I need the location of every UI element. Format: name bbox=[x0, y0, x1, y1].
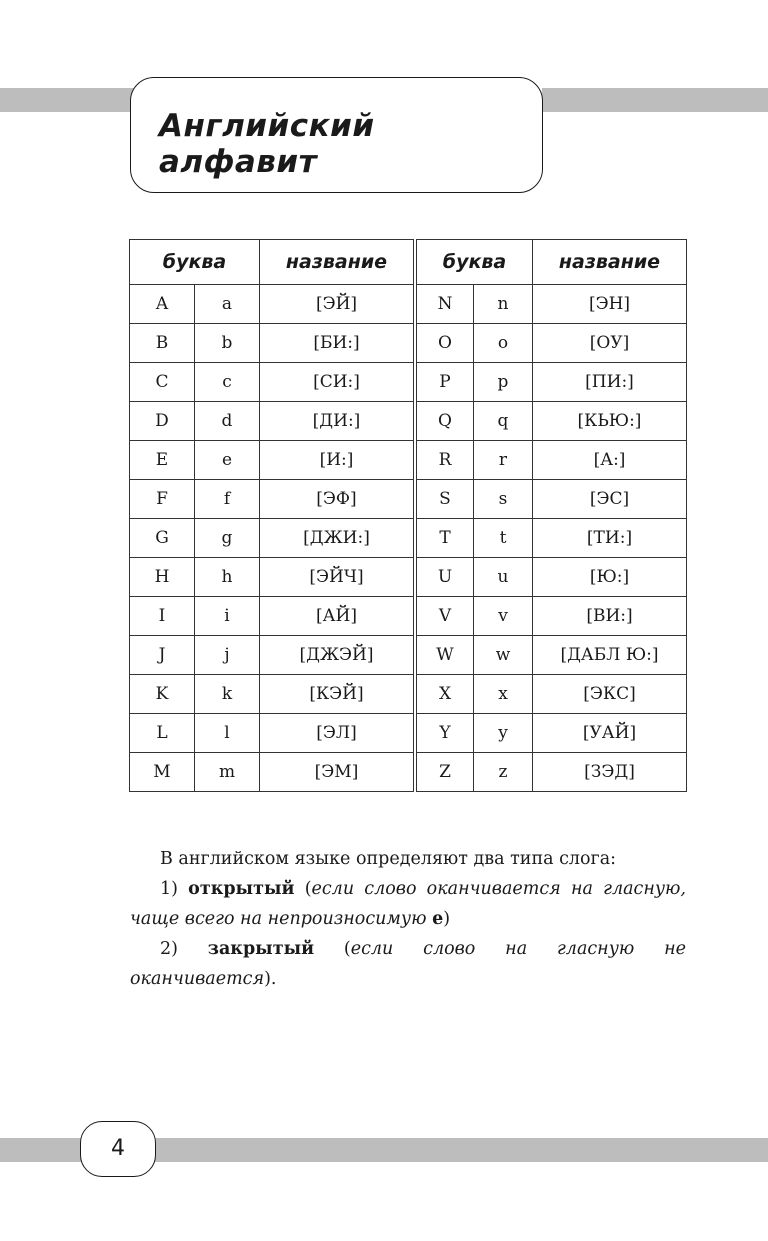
upper-letter-cell: E bbox=[130, 441, 195, 480]
lower-letter-cell: p bbox=[474, 363, 533, 402]
upper-letter-cell: Y bbox=[415, 714, 474, 753]
letter-name-cell: [ДАБЛ Ю:] bbox=[533, 636, 687, 675]
paren: ) bbox=[443, 909, 451, 929]
upper-letter-cell: B bbox=[130, 324, 195, 363]
upper-letter-cell: Q bbox=[415, 402, 474, 441]
open-syllable-paragraph bbox=[130, 874, 686, 934]
upper-letter-cell: X bbox=[415, 675, 474, 714]
letter-name-cell: [ОУ] bbox=[533, 324, 687, 363]
paren: ). bbox=[264, 969, 277, 989]
letter-name-cell: [ЗЭД] bbox=[533, 753, 687, 792]
upper-letter-cell: A bbox=[130, 285, 195, 324]
letter-name-cell: [ЭФ] bbox=[260, 480, 416, 519]
upper-letter-cell: O bbox=[415, 324, 474, 363]
lower-letter-cell: b bbox=[195, 324, 260, 363]
upper-letter-cell: U bbox=[415, 558, 474, 597]
upper-letter-cell: H bbox=[130, 558, 195, 597]
decorative-band-bottom bbox=[150, 1138, 768, 1162]
lower-letter-cell: l bbox=[195, 714, 260, 753]
letter-name-cell: [ДЖЭЙ] bbox=[260, 636, 416, 675]
lower-letter-cell: n bbox=[474, 285, 533, 324]
letter-name-cell: [АЙ] bbox=[260, 597, 416, 636]
decorative-band-bottom-left bbox=[0, 1138, 84, 1162]
table-row bbox=[130, 402, 687, 441]
open-syllable-term: открытый bbox=[188, 879, 295, 899]
letter-name-cell: [ВИ:] bbox=[533, 597, 687, 636]
lower-letter-cell: v bbox=[474, 597, 533, 636]
lower-letter-cell: j bbox=[195, 636, 260, 675]
decorative-band-right bbox=[542, 88, 768, 112]
upper-letter-cell: Z bbox=[415, 753, 474, 792]
lower-letter-cell: g bbox=[195, 519, 260, 558]
lower-letter-cell: r bbox=[474, 441, 533, 480]
letter-name-cell: [А:] bbox=[533, 441, 687, 480]
header-letter: буква bbox=[130, 240, 260, 285]
lower-letter-cell: z bbox=[474, 753, 533, 792]
table-row bbox=[130, 636, 687, 675]
page-title: Английский алфавит bbox=[159, 108, 375, 180]
lower-letter-cell: x bbox=[474, 675, 533, 714]
paren: ( bbox=[304, 879, 312, 899]
letter-name-cell: [И:] bbox=[260, 441, 416, 480]
table-row bbox=[130, 363, 687, 402]
letter-name-cell: [ЭЙ] bbox=[260, 285, 416, 324]
lower-letter-cell: o bbox=[474, 324, 533, 363]
lower-letter-cell: f bbox=[195, 480, 260, 519]
letter-name-cell: [ПИ:] bbox=[533, 363, 687, 402]
lower-letter-cell: t bbox=[474, 519, 533, 558]
silent-e-letter: e bbox=[432, 909, 444, 929]
open-syllable-note: если слово оканчивается на гласную, чаще всего на непроизносимую bbox=[130, 879, 686, 929]
letter-name-cell: [ЭЛ] bbox=[260, 714, 416, 753]
item-number: 2) bbox=[160, 939, 178, 959]
page-number: 4 bbox=[80, 1121, 156, 1177]
letter-name-cell: [ЭС] bbox=[533, 480, 687, 519]
header-name: название bbox=[260, 240, 416, 285]
letter-name-cell: [ДИ:] bbox=[260, 402, 416, 441]
table-row bbox=[130, 324, 687, 363]
lower-letter-cell: e bbox=[195, 441, 260, 480]
paren: ( bbox=[343, 939, 351, 959]
table-row bbox=[130, 285, 687, 324]
letter-name-cell: [ЭМ] bbox=[260, 753, 416, 792]
table-row bbox=[130, 558, 687, 597]
syllable-text bbox=[130, 844, 686, 994]
table-row bbox=[130, 480, 687, 519]
upper-letter-cell: M bbox=[130, 753, 195, 792]
table-row bbox=[130, 597, 687, 636]
decorative-band-left bbox=[0, 88, 136, 112]
item-number: 1) bbox=[160, 879, 178, 899]
closed-syllable-paragraph bbox=[130, 934, 686, 994]
table-row bbox=[130, 714, 687, 753]
title-box bbox=[130, 77, 543, 193]
upper-letter-cell: V bbox=[415, 597, 474, 636]
letter-name-cell: [ЭКС] bbox=[533, 675, 687, 714]
table-header-row bbox=[130, 240, 687, 285]
upper-letter-cell: T bbox=[415, 519, 474, 558]
upper-letter-cell: I bbox=[130, 597, 195, 636]
closed-syllable-note: если слово на гласную не оканчивается bbox=[130, 939, 686, 989]
table-row bbox=[130, 519, 687, 558]
upper-letter-cell: K bbox=[130, 675, 195, 714]
header-letter: буква bbox=[415, 240, 533, 285]
lower-letter-cell: d bbox=[195, 402, 260, 441]
upper-letter-cell: L bbox=[130, 714, 195, 753]
letter-name-cell: [Ю:] bbox=[533, 558, 687, 597]
table-row bbox=[130, 675, 687, 714]
letter-name-cell: [ТИ:] bbox=[533, 519, 687, 558]
lower-letter-cell: w bbox=[474, 636, 533, 675]
upper-letter-cell: D bbox=[130, 402, 195, 441]
lower-letter-cell: s bbox=[474, 480, 533, 519]
intro-paragraph: В английском языке определяют два типа слога: bbox=[160, 849, 617, 869]
lower-letter-cell: a bbox=[195, 285, 260, 324]
lower-letter-cell: h bbox=[195, 558, 260, 597]
letter-name-cell: [ЭЙЧ] bbox=[260, 558, 416, 597]
upper-letter-cell: G bbox=[130, 519, 195, 558]
upper-letter-cell: C bbox=[130, 363, 195, 402]
upper-letter-cell: F bbox=[130, 480, 195, 519]
lower-letter-cell: q bbox=[474, 402, 533, 441]
closed-syllable-term: закрытый bbox=[207, 939, 315, 959]
table-row bbox=[130, 441, 687, 480]
letter-name-cell: [ДЖИ:] bbox=[260, 519, 416, 558]
alphabet-table bbox=[129, 239, 687, 792]
upper-letter-cell: W bbox=[415, 636, 474, 675]
table-row bbox=[130, 753, 687, 792]
letter-name-cell: [КЭЙ] bbox=[260, 675, 416, 714]
header-name: название bbox=[533, 240, 687, 285]
upper-letter-cell: R bbox=[415, 441, 474, 480]
lower-letter-cell: c bbox=[195, 363, 260, 402]
letter-name-cell: [КЬЮ:] bbox=[533, 402, 687, 441]
lower-letter-cell: m bbox=[195, 753, 260, 792]
lower-letter-cell: i bbox=[195, 597, 260, 636]
upper-letter-cell: S bbox=[415, 480, 474, 519]
letter-name-cell: [БИ:] bbox=[260, 324, 416, 363]
upper-letter-cell: J bbox=[130, 636, 195, 675]
upper-letter-cell: P bbox=[415, 363, 474, 402]
letter-name-cell: [УАЙ] bbox=[533, 714, 687, 753]
upper-letter-cell: N bbox=[415, 285, 474, 324]
letter-name-cell: [ЭН] bbox=[533, 285, 687, 324]
lower-letter-cell: y bbox=[474, 714, 533, 753]
lower-letter-cell: u bbox=[474, 558, 533, 597]
letter-name-cell: [СИ:] bbox=[260, 363, 416, 402]
lower-letter-cell: k bbox=[195, 675, 260, 714]
